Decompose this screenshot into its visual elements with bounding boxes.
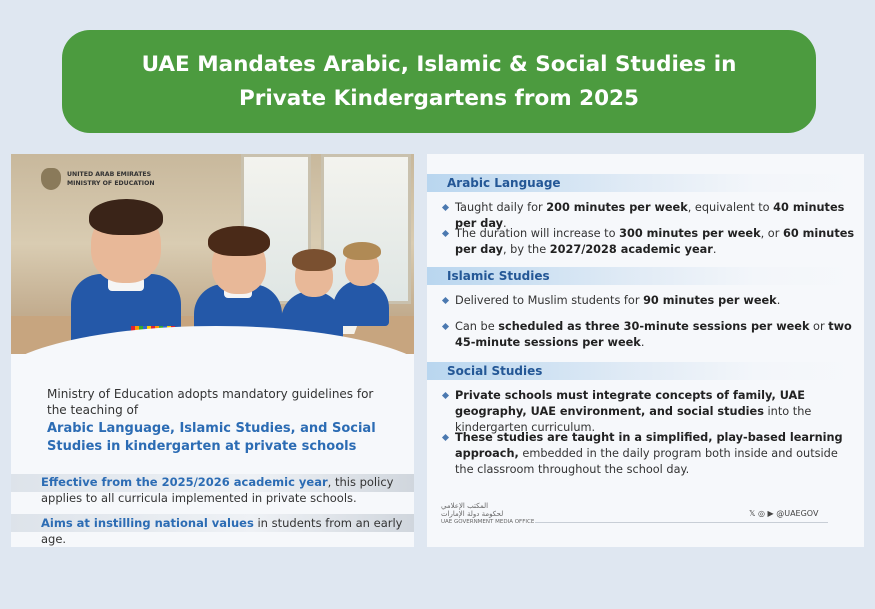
list-item: Taught daily for 200 minutes per week, equivalent to 40 minutes per day. [441, 200, 856, 232]
effective-note: Effective from the 2025/2026 academic year, this policy applies to all curricula implemented in private schools. [41, 475, 394, 505]
ministry-label: UNITED ARAB EMIRATES MINISTRY OF EDUCATION [67, 171, 155, 187]
list-item: Delivered to Muslim students for 90 minutes per week. [441, 293, 856, 309]
media-office-logo: المكتب الإعلامي لحكومة دولة الإمارات UAE GOVERNMENT MEDIA OFFICE [441, 502, 535, 525]
section-heading-arabic: Arabic Language [427, 174, 864, 192]
list-item: The duration will increase to 300 minutes per week, or 60 minutes per day, by the 2027/2028 academic year. [441, 226, 856, 258]
title-banner [62, 30, 816, 133]
list-item: Can be scheduled as three 30-minute sessions per week or two 45-minute sessions per week. [441, 319, 856, 351]
left-card [11, 154, 414, 547]
classroom-photo [11, 154, 414, 354]
social-icons: 𝕏 ◎ ▶ [749, 509, 774, 518]
social-handle[interactable] [749, 509, 818, 518]
handle-text: @UAEGOV [776, 509, 819, 518]
section-heading-social: Social Studies [427, 362, 864, 380]
intro-text: Ministry of Education adopts mandatory guidelines for the teaching of [47, 387, 374, 417]
list-item: These studies are taught in a simplified, play-based learning approach, embedded in the daily program both inside and outside the classroom throughout the school day. [441, 430, 856, 478]
right-card [427, 154, 864, 547]
title-line-2: Private Kindergartens from 2025 [239, 85, 639, 111]
section-heading-islamic: Islamic Studies [427, 267, 864, 285]
aim-note: Aims at instilling national values in students from an early age. [41, 516, 403, 546]
uae-emblem-icon [41, 168, 61, 190]
intro-highlight: Arabic Language, Islamic Studies, and Social Studies in kindergarten at private schools [47, 421, 376, 454]
list-item: Private schools must integrate concepts of family, UAE geography, UAE environment, and social studies into the kindergarten curriculum. [441, 388, 856, 436]
footer-divider [535, 522, 828, 523]
title-line-1: UAE Mandates Arabic, Islamic & Social Studies in [141, 51, 737, 77]
